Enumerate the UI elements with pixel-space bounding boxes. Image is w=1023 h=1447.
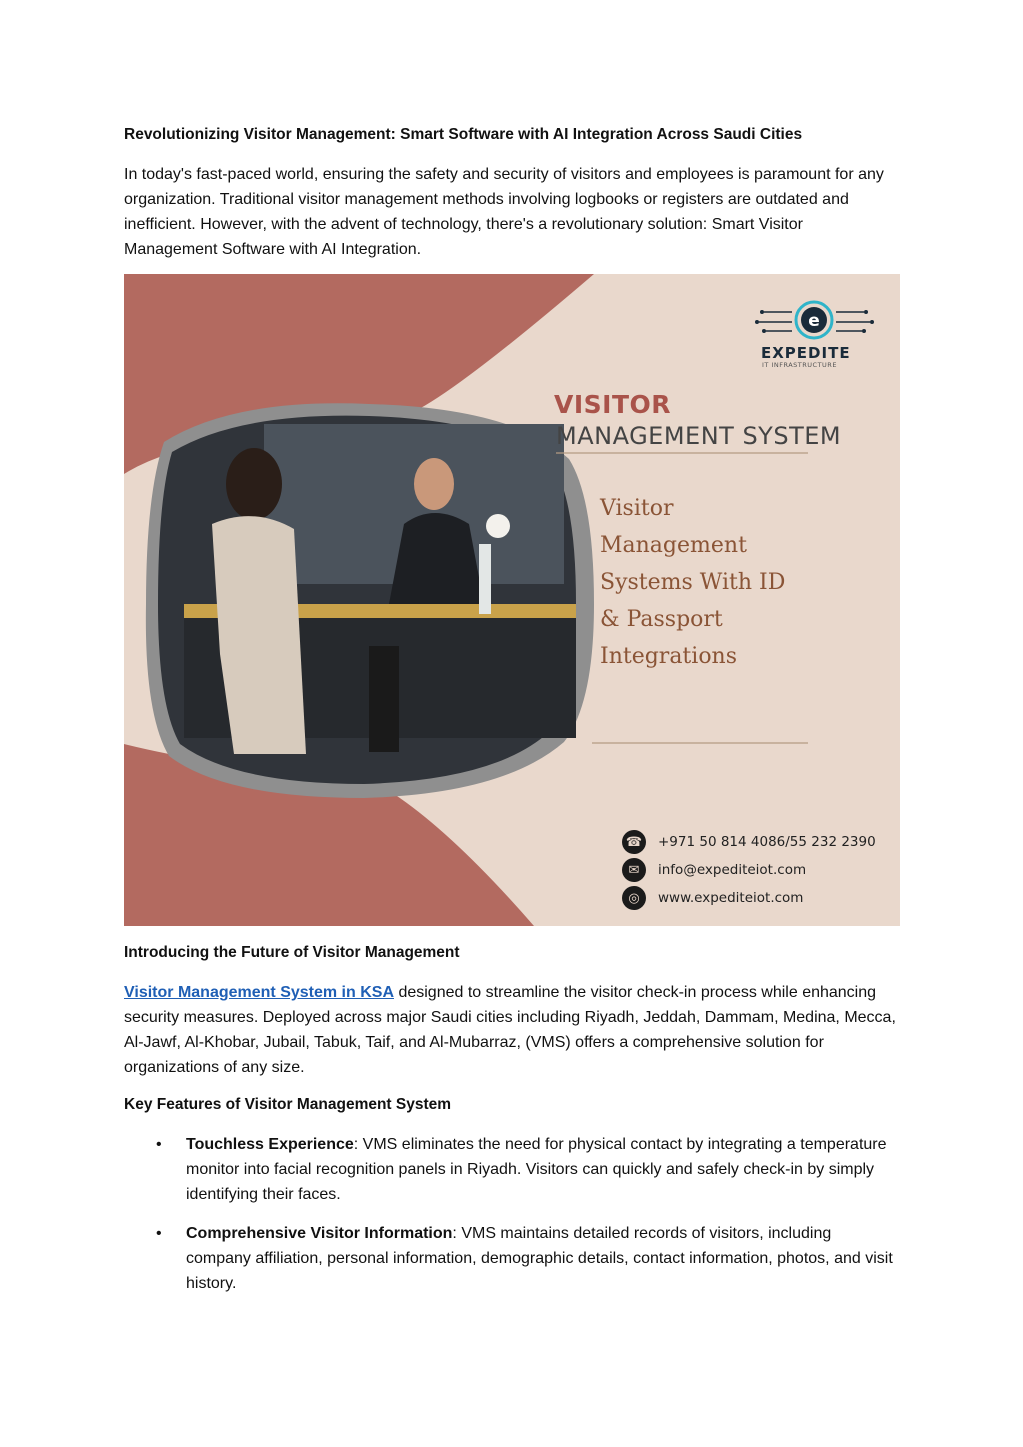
- tagline-line: & Passport: [600, 607, 723, 632]
- expedite-logo-icon: [755, 302, 874, 338]
- vms-ksa-link[interactable]: Visitor Management System in KSA: [124, 984, 394, 1001]
- feature-title: Comprehensive Visitor Information: [186, 1225, 453, 1242]
- contact-phone: [622, 829, 876, 855]
- promo-banner: [124, 274, 900, 926]
- banner-tagline: [600, 490, 860, 675]
- tagline-line: Systems With ID: [600, 570, 786, 595]
- phone-text: +971 50 814 4086/55 232 2390: [658, 834, 876, 850]
- banner-heading-2: MANAGEMENT SYSTEM: [556, 422, 842, 450]
- banner-heading-1: VISITOR: [554, 390, 672, 419]
- section-heading-intro: Introducing the Future of Visitor Management: [124, 944, 460, 961]
- tagline-line: Visitor: [600, 496, 674, 521]
- section-paragraph-intro: [124, 980, 900, 1080]
- document-title: Revolutionizing Visitor Management: Smart Software with AI Integration Across Saudi Cities: [124, 126, 803, 143]
- globe-icon: ◎: [622, 886, 646, 910]
- photo-flower: [486, 514, 510, 538]
- contact-website: [622, 885, 803, 911]
- photo-visitor-hair: [226, 448, 282, 520]
- feature-text: : VMS maintains detailed records of visitors, including company affiliation, personal information, demographic details, contact information, photos, and visit history.: [186, 1225, 893, 1292]
- logo-subtitle: IT INFRASTRUCTURE: [762, 361, 837, 369]
- contact-email: [622, 857, 806, 883]
- feature-item: [156, 1221, 900, 1296]
- section-heading-features: Key Features of Visitor Management System: [124, 1096, 452, 1113]
- feature-item: [156, 1132, 900, 1207]
- logo-name: EXPEDITE: [761, 344, 851, 362]
- feature-text: : VMS eliminates the need for physical contact by integrating a temperature monitor into facial recognition panels in Riyadh. Visitors can quickly and safely check-in by simply identifying their faces.: [186, 1136, 887, 1203]
- bullet-icon: •: [156, 1136, 162, 1153]
- tagline-line: Management: [600, 533, 747, 558]
- tagline-line: Integrations: [600, 644, 738, 669]
- photo-suitcase: [369, 646, 399, 752]
- phone-icon: ☎: [622, 830, 646, 854]
- feature-title: Touchless Experience: [186, 1136, 354, 1153]
- website-text: www.expediteiot.com: [658, 890, 804, 906]
- intro-paragraph: In today's fast-paced world, ensuring the safety and security of visitors and employees is paramount for any organization. Traditional visitor management methods involving logbooks or registers are outdated and inefficient. However, with the advent of technology, there's a revolutionary solution: Smart Visitor Management Software with AI Integration.: [124, 166, 884, 258]
- mail-icon: ✉: [622, 858, 646, 882]
- bullet-icon: •: [156, 1225, 162, 1242]
- photo-vase: [479, 544, 491, 614]
- email-text: info@expediteiot.com: [658, 862, 807, 878]
- photo-receptionist-face: [414, 458, 454, 510]
- section-body-text: designed to streamline the visitor check-in process while enhancing security measures. Deployed across major Saudi cities including Riyadh, Jeddah, Dammam, Medina, Mecca, Al-Jawf, Al-Khobar, Jubail, Tabuk, Taif, and Al-Mubarraz, (VMS) offers a comprehensive solution for organizations of any size.: [124, 984, 896, 1076]
- svg-text:e: e: [808, 311, 820, 331]
